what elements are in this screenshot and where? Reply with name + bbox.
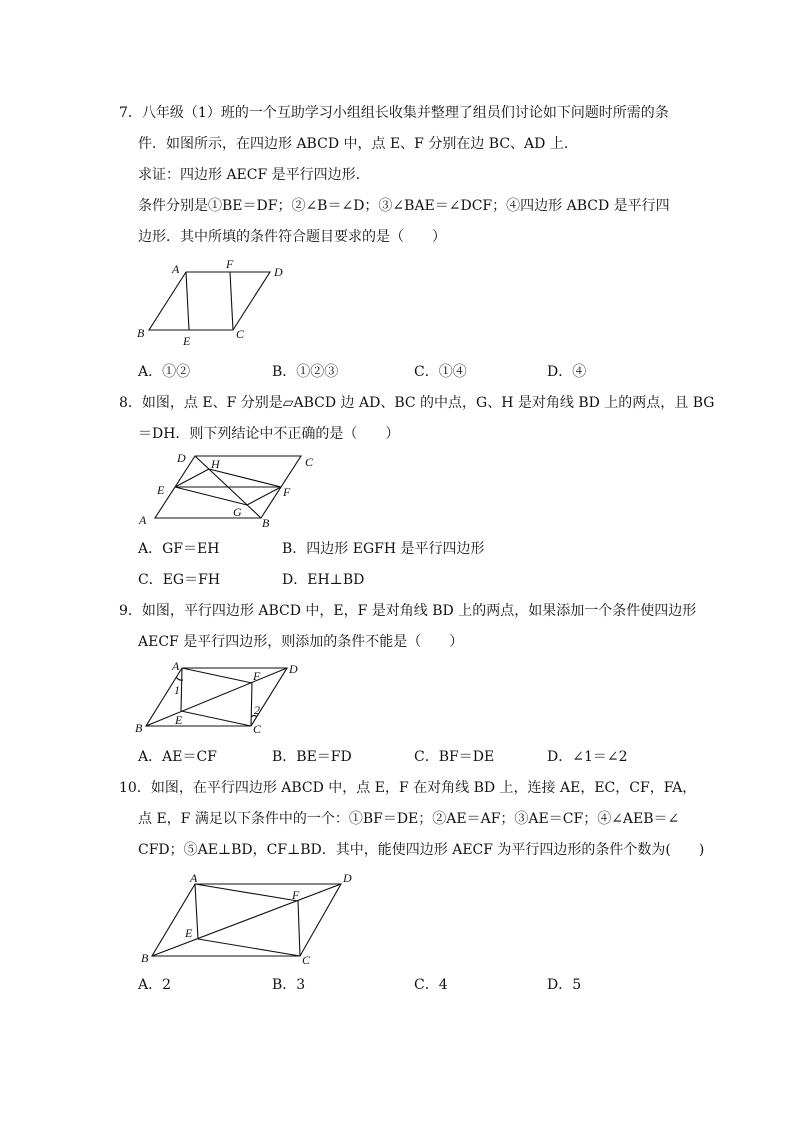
q7-text-line-5: 边形．其中所填的条件符合题目要求的是（ ） (138, 229, 446, 245)
q8-label-d: D (177, 451, 186, 465)
q8-label-a: A (139, 513, 147, 527)
q7-label-c: C (236, 327, 245, 341)
q10-label-d: D (343, 871, 352, 885)
q8-label-f: F (283, 485, 291, 499)
q7-text-line-2: 件．如图所示，在四边形 ABCD 中，点 E、F 分别在边 BC、AD 上． (138, 136, 578, 152)
q10-segment-af (195, 884, 298, 901)
q9-option-d[interactable]: D．∠1＝∠2 (547, 749, 628, 765)
q9-label-e: E (175, 713, 183, 727)
q9-label-1: 1 (174, 683, 180, 697)
q7-label-b: B (137, 326, 145, 340)
q10-label-b: B (141, 951, 149, 965)
q9-option-b[interactable]: B．BE＝FD (272, 749, 352, 765)
q7-option-a[interactable]: A．①② (138, 364, 191, 380)
q7-label-e: E (183, 334, 191, 348)
q9-label-c: C (253, 722, 262, 736)
q7-option-b[interactable]: B．①②③ (272, 364, 339, 380)
q8-text-line-2: ＝DH．则下列结论中不正确的是（ ） (138, 426, 400, 442)
q9-option-a[interactable]: A．AE＝CF (138, 749, 217, 765)
q10-text-line-1: 10．如图，在平行四边形 ABCD 中，点 E，F 在对角线 BD 上，连接 AE，EC，CF，FA， (119, 780, 697, 796)
q9-label-d: D (289, 662, 298, 676)
q9-label-b: B (135, 721, 143, 735)
q10-text-line-2: 点 E，F 满足以下条件中的一个：①BF＝DE；②AE＝AF；③AE＝CF；④∠AEB＝∠ (138, 811, 680, 827)
q10-option-b[interactable]: B．3 (272, 977, 306, 993)
q10-label-c: C (302, 953, 311, 967)
q7-label-a: A (172, 262, 180, 276)
q10-text-line-3: CFD；⑤AE⊥BD，CF⊥BD．其中，能使四边形 AECF 为平行四边形的条件个数为( ) (138, 842, 705, 858)
q10-option-c[interactable]: C．4 (414, 977, 448, 993)
q8-label-h: H (211, 457, 220, 471)
q7-label-d: D (274, 265, 283, 279)
q7-option-c[interactable]: C．①④ (414, 364, 467, 380)
q10-label-f: F (292, 888, 300, 902)
q10-segment-cf (298, 901, 300, 956)
q9-text-line-1: 9．如图，平行四边形 ABCD 中，E，F 是对角线 BD 上的两点，如果添加一个条件使四边形 (119, 603, 697, 619)
q8-option-c[interactable]: C．EG＝FH (138, 572, 221, 588)
q9-label-f: F (253, 669, 261, 683)
q8-label-g: G (233, 505, 242, 519)
q10-diagonal-bd (152, 884, 341, 956)
q9-label-a: A (172, 659, 180, 673)
q8-option-b[interactable]: B．四边形 EGFH 是平行四边形 (282, 541, 485, 557)
q7-text-line-3: 求证：四边形 AECF 是平行四边形． (138, 167, 370, 183)
q7-text-line-1: 7．八年级（1）班的一个互助学习小组组长收集并整理了组员们讨论如下问题时所需的条 (119, 105, 669, 121)
q7-option-d[interactable]: D．④ (547, 364, 587, 380)
q8-option-a[interactable]: A．GF＝EH (138, 541, 220, 557)
q10-label-a: A (190, 871, 198, 885)
q8-label-e: E (157, 483, 165, 497)
q10-segment-ce (198, 939, 300, 956)
q8-option-d[interactable]: D．EH⊥BD (282, 572, 365, 588)
q9-option-c[interactable]: C．BF＝DE (414, 749, 495, 765)
q8-label-b: B (262, 516, 270, 530)
q7-label-f: F (226, 257, 234, 271)
q9-label-2: 2 (254, 703, 260, 717)
q8-label-c: C (305, 455, 314, 469)
q9-text-line-2: AECF 是平行四边形，则添加的条件不能是（ ） (138, 634, 464, 650)
q7-text-line-4: 条件分别是①BE＝DF；②∠B＝∠D；③∠BAE＝∠DCF；④四边形 ABCD 是平行四 (138, 198, 670, 214)
q10-segment-ae (195, 884, 198, 939)
q10-option-a[interactable]: A．2 (138, 977, 172, 993)
q10-option-d[interactable]: D．5 (547, 977, 582, 993)
q10-label-e: E (185, 926, 193, 940)
q8-text-line-1: 8．如图，点 E、F 分别是▱ABCD 边 AD、BC 的中点，G、H 是对角线 BD 上的两点，且 BG (119, 395, 715, 411)
